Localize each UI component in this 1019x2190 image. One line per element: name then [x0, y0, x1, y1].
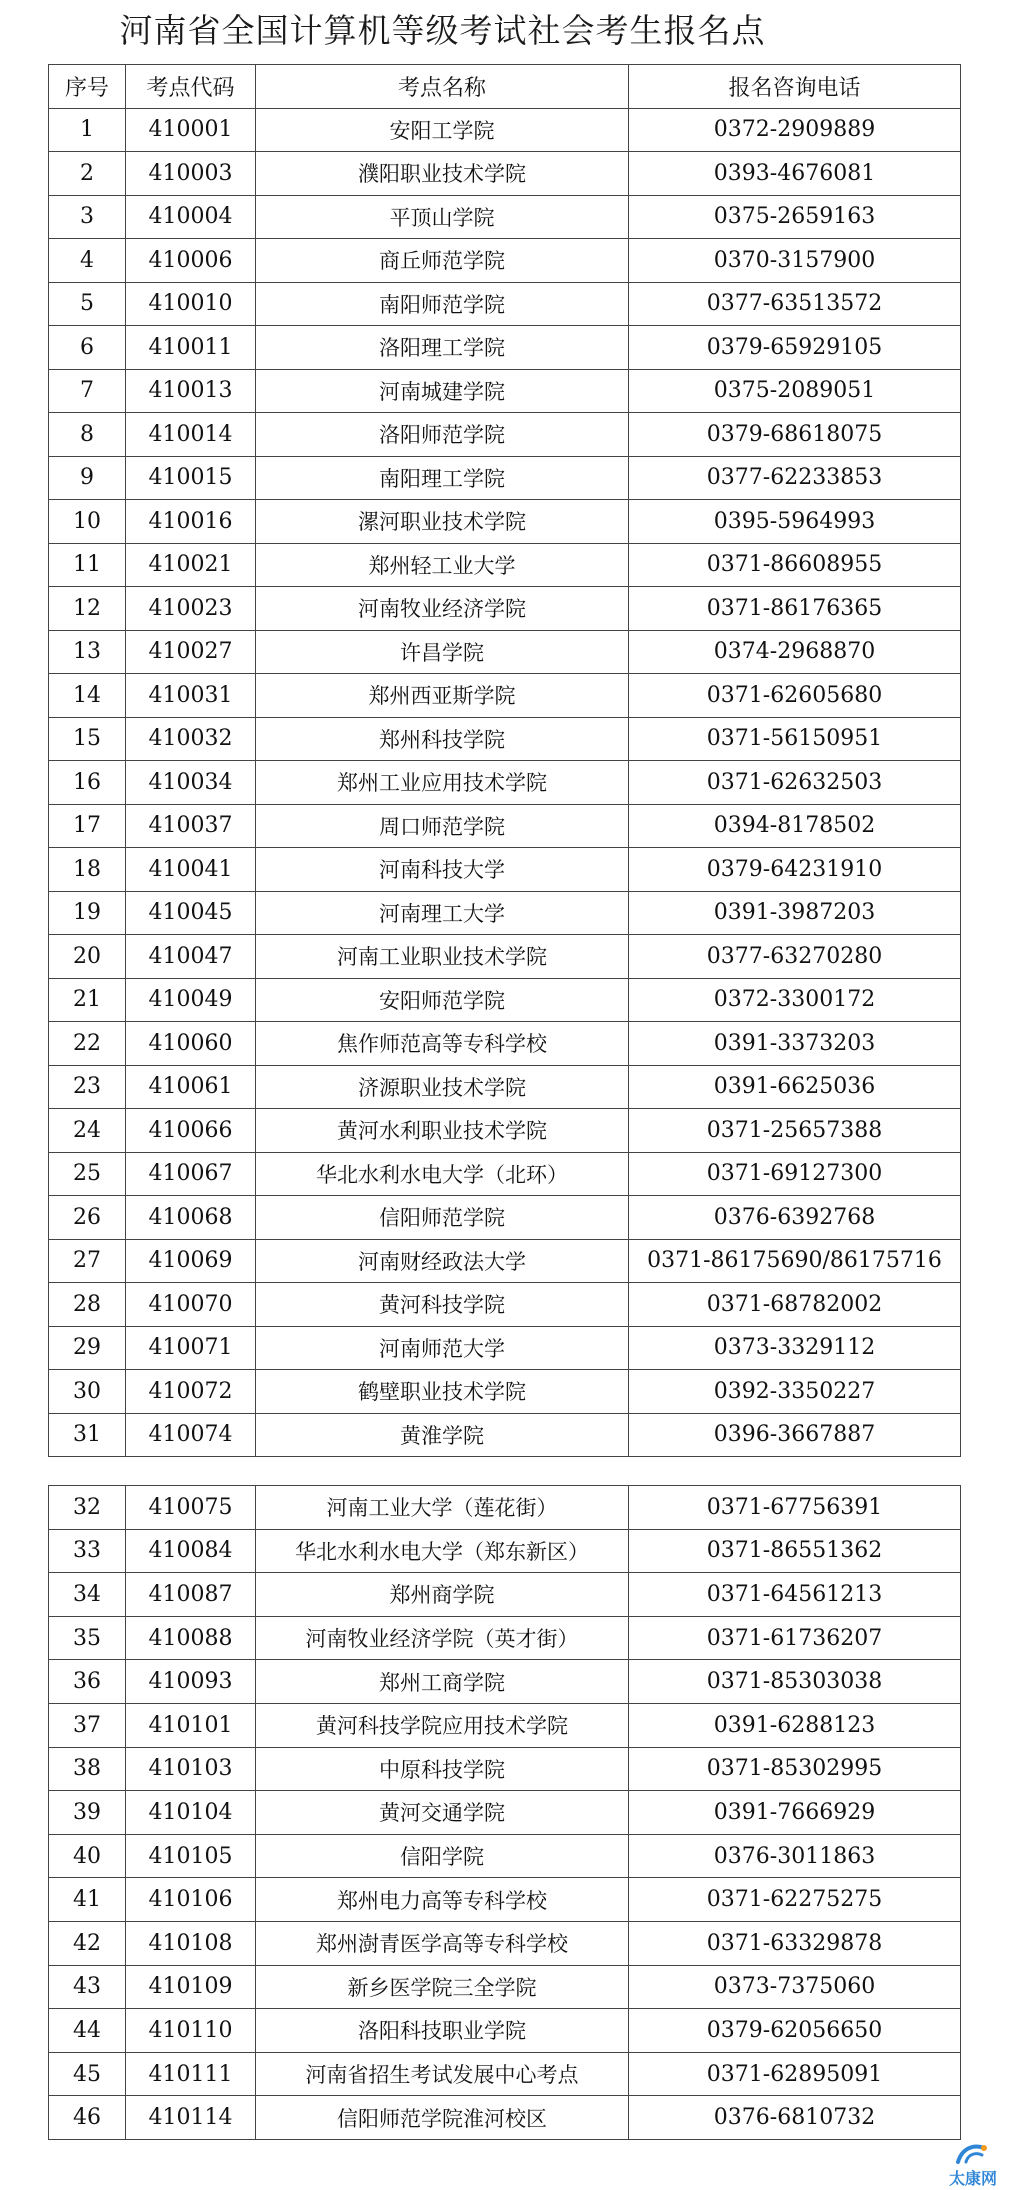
cell-code: 410084 [126, 1529, 256, 1573]
cell-code: 410047 [126, 935, 256, 979]
cell-name: 郑州工业应用技术学院 [256, 761, 629, 805]
cell-code: 410101 [126, 1703, 256, 1747]
cell-index: 2 [49, 152, 126, 196]
header-code: 考点代码 [126, 65, 256, 109]
cell-code: 410104 [126, 1791, 256, 1835]
cell-phone: 0376-6392768 [629, 1196, 961, 1240]
cell-code: 410014 [126, 413, 256, 457]
cell-index: 16 [49, 761, 126, 805]
header-phone: 报名咨询电话 [629, 65, 961, 109]
cell-name: 郑州轻工业大学 [256, 543, 629, 587]
table-row [49, 413, 961, 457]
cell-index: 41 [49, 1878, 126, 1922]
table-row [49, 1921, 961, 1965]
cell-phone: 0376-3011863 [629, 1834, 961, 1878]
table-row [49, 1370, 961, 1414]
registration-table-part2 [48, 1485, 961, 2140]
cell-name: 黄淮学院 [256, 1413, 629, 1457]
cell-index: 43 [49, 1965, 126, 2009]
cell-phone: 0371-62632503 [629, 761, 961, 805]
cell-code: 410060 [126, 1022, 256, 1066]
cell-code: 410011 [126, 326, 256, 370]
table-row [49, 1283, 961, 1327]
cell-code: 410027 [126, 630, 256, 674]
cell-index: 42 [49, 1921, 126, 1965]
cell-phone: 0375-2089051 [629, 369, 961, 413]
cell-phone: 0371-62895091 [629, 2052, 961, 2096]
table-row [49, 630, 961, 674]
cell-phone: 0371-86175690/86175716 [629, 1239, 961, 1283]
cell-name: 黄河科技学院 [256, 1283, 629, 1327]
cell-index: 27 [49, 1239, 126, 1283]
cell-index: 35 [49, 1616, 126, 1660]
cell-phone: 0373-7375060 [629, 1965, 961, 2009]
table-row [49, 1878, 961, 1922]
cell-code: 410015 [126, 456, 256, 500]
cell-phone: 0374-2968870 [629, 630, 961, 674]
cell-code: 410061 [126, 1065, 256, 1109]
cell-index: 24 [49, 1109, 126, 1153]
cell-code: 410016 [126, 500, 256, 544]
cell-code: 410088 [126, 1616, 256, 1660]
cell-index: 37 [49, 1703, 126, 1747]
cell-index: 10 [49, 500, 126, 544]
taikang-logo-icon [954, 2142, 990, 2166]
cell-phone: 0377-63513572 [629, 282, 961, 326]
cell-index: 22 [49, 1022, 126, 1066]
cell-code: 410075 [126, 1486, 256, 1530]
cell-phone: 0396-3667887 [629, 1413, 961, 1457]
cell-code: 410074 [126, 1413, 256, 1457]
cell-code: 410034 [126, 761, 256, 805]
cell-index: 20 [49, 935, 126, 979]
cell-index: 46 [49, 2096, 126, 2140]
cell-name: 信阳师范学院淮河校区 [256, 2096, 629, 2140]
cell-phone: 0371-85302995 [629, 1747, 961, 1791]
cell-phone: 0379-64231910 [629, 848, 961, 892]
cell-name: 洛阳师范学院 [256, 413, 629, 457]
cell-code: 410106 [126, 1878, 256, 1922]
cell-name: 河南牧业经济学院（英才街） [256, 1616, 629, 1660]
cell-index: 9 [49, 456, 126, 500]
cell-index: 29 [49, 1326, 126, 1370]
cell-phone: 0370-3157900 [629, 239, 961, 283]
cell-name: 河南工业职业技术学院 [256, 935, 629, 979]
cell-name: 鹤壁职业技术学院 [256, 1370, 629, 1414]
cell-code: 410069 [126, 1239, 256, 1283]
cell-code: 410023 [126, 587, 256, 631]
cell-index: 40 [49, 1834, 126, 1878]
table-row [49, 1022, 961, 1066]
table-row [49, 1747, 961, 1791]
cell-index: 17 [49, 804, 126, 848]
cell-phone: 0371-56150951 [629, 717, 961, 761]
table-row [49, 1834, 961, 1878]
cell-name: 郑州西亚斯学院 [256, 674, 629, 718]
cell-index: 26 [49, 1196, 126, 1240]
cell-index: 4 [49, 239, 126, 283]
table-row [49, 1616, 961, 1660]
cell-name: 安阳师范学院 [256, 978, 629, 1022]
cell-phone: 0391-3373203 [629, 1022, 961, 1066]
cell-code: 410114 [126, 2096, 256, 2140]
table-row [49, 761, 961, 805]
cell-code: 410070 [126, 1283, 256, 1327]
table-row [49, 1529, 961, 1573]
cell-phone: 0371-62275275 [629, 1878, 961, 1922]
cell-code: 410105 [126, 1834, 256, 1878]
cell-index: 12 [49, 587, 126, 631]
cell-name: 濮阳职业技术学院 [256, 152, 629, 196]
cell-phone: 0371-86608955 [629, 543, 961, 587]
table-row [49, 1152, 961, 1196]
cell-code: 410004 [126, 195, 256, 239]
cell-index: 6 [49, 326, 126, 370]
cell-phone: 0371-62605680 [629, 674, 961, 718]
cell-name: 黄河水利职业技术学院 [256, 1109, 629, 1153]
cell-phone: 0377-62233853 [629, 456, 961, 500]
cell-code: 410049 [126, 978, 256, 1022]
table-row [49, 717, 961, 761]
cell-phone: 0371-64561213 [629, 1573, 961, 1617]
cell-phone: 0373-3329112 [629, 1326, 961, 1370]
cell-name: 河南师范大学 [256, 1326, 629, 1370]
cell-code: 410066 [126, 1109, 256, 1153]
cell-index: 34 [49, 1573, 126, 1617]
cell-index: 33 [49, 1529, 126, 1573]
cell-code: 410031 [126, 674, 256, 718]
cell-code: 410045 [126, 891, 256, 935]
cell-name: 新乡医学院三全学院 [256, 1965, 629, 2009]
table-row [49, 195, 961, 239]
table-row [49, 108, 961, 152]
table-row [49, 1573, 961, 1617]
cell-phone: 0376-6810732 [629, 2096, 961, 2140]
cell-name: 洛阳科技职业学院 [256, 2009, 629, 2053]
cell-phone: 0377-63270280 [629, 935, 961, 979]
cell-index: 7 [49, 369, 126, 413]
cell-name: 济源职业技术学院 [256, 1065, 629, 1109]
cell-phone: 0371-86176365 [629, 587, 961, 631]
table-row [49, 848, 961, 892]
table-row [49, 2096, 961, 2140]
cell-code: 410041 [126, 848, 256, 892]
cell-name: 黄河科技学院应用技术学院 [256, 1703, 629, 1747]
table-row [49, 369, 961, 413]
cell-name: 商丘师范学院 [256, 239, 629, 283]
cell-index: 30 [49, 1370, 126, 1414]
cell-name: 郑州商学院 [256, 1573, 629, 1617]
cell-index: 3 [49, 195, 126, 239]
cell-index: 18 [49, 848, 126, 892]
table-row [49, 1196, 961, 1240]
cell-index: 15 [49, 717, 126, 761]
cell-code: 410067 [126, 1152, 256, 1196]
cell-index: 5 [49, 282, 126, 326]
cell-name: 河南科技大学 [256, 848, 629, 892]
cell-index: 11 [49, 543, 126, 587]
cell-phone: 0391-6625036 [629, 1065, 961, 1109]
cell-phone: 0371-25657388 [629, 1109, 961, 1153]
table-row [49, 1791, 961, 1835]
cell-code: 410072 [126, 1370, 256, 1414]
table-row [49, 1109, 961, 1153]
table-body-part1 [49, 108, 961, 1457]
table-row [49, 282, 961, 326]
table-row [49, 1486, 961, 1530]
cell-code: 410010 [126, 282, 256, 326]
cell-code: 410071 [126, 1326, 256, 1370]
table-row [49, 891, 961, 935]
table-row [49, 456, 961, 500]
table-row [49, 1065, 961, 1109]
cell-code: 410068 [126, 1196, 256, 1240]
cell-phone: 0371-69127300 [629, 1152, 961, 1196]
cell-code: 410013 [126, 369, 256, 413]
page-title: 河南省全国计算机等级考试社会考生报名点 [119, 11, 766, 50]
cell-phone: 0379-65929105 [629, 326, 961, 370]
cell-code: 410037 [126, 804, 256, 848]
cell-phone: 0379-68618075 [629, 413, 961, 457]
cell-index: 38 [49, 1747, 126, 1791]
cell-index: 32 [49, 1486, 126, 1530]
cell-name: 河南城建学院 [256, 369, 629, 413]
cell-phone: 0392-3350227 [629, 1370, 961, 1414]
cell-code: 410003 [126, 152, 256, 196]
cell-phone: 0393-4676081 [629, 152, 961, 196]
table-row [49, 152, 961, 196]
table-row [49, 935, 961, 979]
cell-phone: 0371-61736207 [629, 1616, 961, 1660]
cell-name: 郑州科技学院 [256, 717, 629, 761]
cell-name: 河南理工大学 [256, 891, 629, 935]
cell-phone: 0371-67756391 [629, 1486, 961, 1530]
cell-index: 23 [49, 1065, 126, 1109]
cell-index: 21 [49, 978, 126, 1022]
cell-code: 410001 [126, 108, 256, 152]
cell-phone: 0379-62056650 [629, 2009, 961, 2053]
table-row [49, 1413, 961, 1457]
table-row [49, 2052, 961, 2096]
cell-name: 华北水利水电大学（北环） [256, 1152, 629, 1196]
cell-index: 19 [49, 891, 126, 935]
cell-code: 410087 [126, 1573, 256, 1617]
cell-index: 39 [49, 1791, 126, 1835]
cell-phone: 0372-3300172 [629, 978, 961, 1022]
cell-name: 郑州电力高等专科学校 [256, 1878, 629, 1922]
cell-name: 安阳工学院 [256, 108, 629, 152]
table-header-row [49, 65, 961, 109]
header-name: 考点名称 [256, 65, 629, 109]
cell-index: 13 [49, 630, 126, 674]
watermark-text: 太康网 [948, 2169, 997, 2188]
cell-code: 410111 [126, 2052, 256, 2096]
cell-code: 410103 [126, 1747, 256, 1791]
table-body-part2 [49, 1486, 961, 2140]
table-row [49, 500, 961, 544]
table-row [49, 326, 961, 370]
cell-name: 黄河交通学院 [256, 1791, 629, 1835]
cell-name: 南阳师范学院 [256, 282, 629, 326]
cell-index: 14 [49, 674, 126, 718]
cell-name: 信阳学院 [256, 1834, 629, 1878]
cell-code: 410109 [126, 1965, 256, 2009]
cell-phone: 0372-2909889 [629, 108, 961, 152]
table-row [49, 1660, 961, 1704]
cell-code: 410110 [126, 2009, 256, 2053]
cell-phone: 0371-86551362 [629, 1529, 961, 1573]
cell-phone: 0371-68782002 [629, 1283, 961, 1327]
cell-phone: 0391-6288123 [629, 1703, 961, 1747]
cell-index: 1 [49, 108, 126, 152]
table-row [49, 1239, 961, 1283]
cell-code: 410093 [126, 1660, 256, 1704]
cell-index: 8 [49, 413, 126, 457]
cell-code: 410032 [126, 717, 256, 761]
registration-table-part1 [48, 64, 961, 1457]
cell-name: 郑州澍青医学高等专科学校 [256, 1921, 629, 1965]
cell-name: 焦作师范高等专科学校 [256, 1022, 629, 1066]
cell-name: 漯河职业技术学院 [256, 500, 629, 544]
cell-phone: 0371-63329878 [629, 1921, 961, 1965]
cell-index: 36 [49, 1660, 126, 1704]
cell-name: 许昌学院 [256, 630, 629, 674]
cell-code: 410108 [126, 1921, 256, 1965]
cell-name: 河南工业大学（莲花街） [256, 1486, 629, 1530]
cell-code: 410021 [126, 543, 256, 587]
cell-name: 河南财经政法大学 [256, 1239, 629, 1283]
cell-name: 平顶山学院 [256, 195, 629, 239]
cell-name: 洛阳理工学院 [256, 326, 629, 370]
cell-index: 45 [49, 2052, 126, 2096]
watermark-logo [938, 2140, 1008, 2186]
cell-phone: 0391-7666929 [629, 1791, 961, 1835]
cell-index: 44 [49, 2009, 126, 2053]
table-row [49, 2009, 961, 2053]
table-row [49, 1326, 961, 1370]
table-row [49, 1703, 961, 1747]
cell-phone: 0395-5964993 [629, 500, 961, 544]
table-row [49, 543, 961, 587]
table-row [49, 804, 961, 848]
cell-index: 31 [49, 1413, 126, 1457]
cell-phone: 0371-85303038 [629, 1660, 961, 1704]
table-row [49, 239, 961, 283]
cell-phone: 0391-3987203 [629, 891, 961, 935]
cell-name: 河南省招生考试发展中心考点 [256, 2052, 629, 2096]
table-row [49, 587, 961, 631]
cell-name: 华北水利水电大学（郑东新区） [256, 1529, 629, 1573]
cell-name: 信阳师范学院 [256, 1196, 629, 1240]
table-row [49, 674, 961, 718]
cell-name: 周口师范学院 [256, 804, 629, 848]
cell-phone: 0375-2659163 [629, 195, 961, 239]
cell-phone: 0394-8178502 [629, 804, 961, 848]
header-index: 序号 [49, 65, 126, 109]
cell-name: 南阳理工学院 [256, 456, 629, 500]
cell-index: 25 [49, 1152, 126, 1196]
cell-index: 28 [49, 1283, 126, 1327]
table-row [49, 978, 961, 1022]
table-row [49, 1965, 961, 2009]
cell-name: 中原科技学院 [256, 1747, 629, 1791]
cell-code: 410006 [126, 239, 256, 283]
cell-name: 郑州工商学院 [256, 1660, 629, 1704]
cell-name: 河南牧业经济学院 [256, 587, 629, 631]
